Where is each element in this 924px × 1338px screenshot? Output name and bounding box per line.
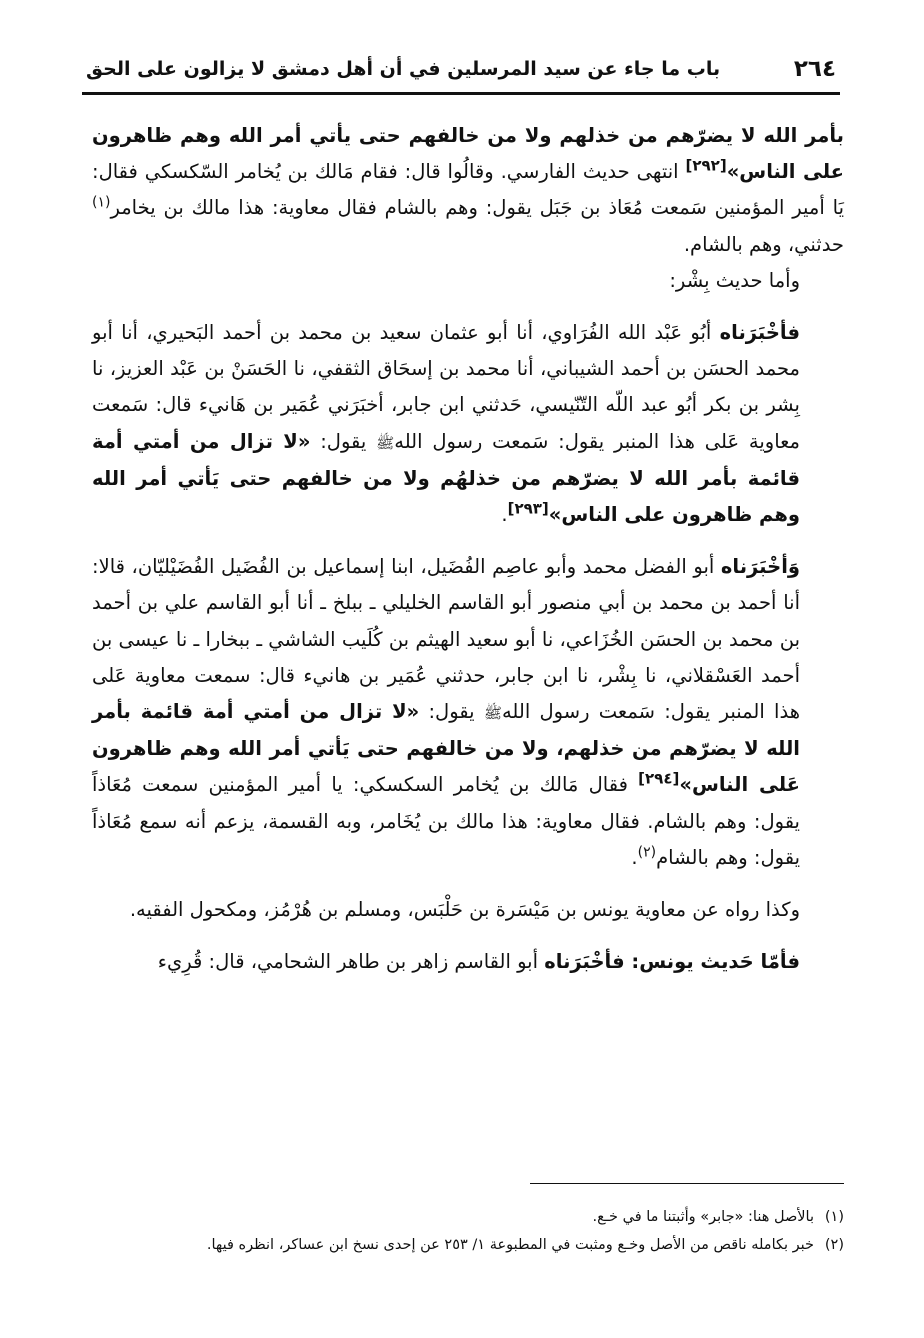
salutation-glyph: ﷺ	[483, 704, 502, 723]
section-lead: فأمّا حَديث يونس: فأخْبَرَناه	[544, 950, 800, 974]
isnad-lead: فأخْبَرَناه	[719, 321, 800, 345]
paragraph-text: .	[631, 845, 638, 869]
footnote-separator	[530, 1183, 844, 1184]
isnad-text: أبو القاسم زاهر بن طاهر الشحامي، قال: قُرِيء	[157, 950, 545, 974]
footnote-marker: (١)	[92, 194, 111, 211]
footnote-2	[96, 1231, 844, 1259]
hadith-text: «لا تزال من أمتي أمة قائمة بأمر الله لا يضرّهم من خذلهم، ولا من خالفهم حتى يَأتي أمر الله وهم ظاهرون عَلى الناس»	[92, 700, 800, 797]
paragraph-4	[92, 549, 844, 876]
running-header	[82, 52, 840, 95]
paragraph-text: يقول:	[419, 700, 484, 724]
paragraph-5	[92, 892, 844, 928]
paragraph-6	[92, 944, 844, 980]
paragraph-1	[92, 118, 844, 263]
isnad-text: أبُو عَبْد الله الفُرَاوي، أنا أبو عثمان سعيد بن محمد بن أحمد البَحيري، أنا أبو محمد الحسَن بن أحمد الشيباني، أنا محمد بن إسحَاق الثقفي، نا الحَسَنْ بن عَبْد العزيز، نا بِشر بن بكر أبُو عبد اللّه التّنّيسي، حَدثني ابن جابر، أخبَرَني عُمَير بن هَانيء قال: سَمعت معاوية عَلى هذا المنبر يقول: سَمعت رسول الله	[92, 321, 800, 453]
footnote-number: (٢)	[824, 1237, 844, 1253]
main-text	[92, 118, 844, 980]
hadith-number: [٢٩٢]	[685, 156, 727, 175]
hadith-number: [٢٩٤]	[638, 769, 680, 788]
section-heading: وأما حديث بِشْر:	[669, 268, 800, 292]
salutation-glyph: ﷺ	[376, 433, 395, 452]
hadith-number: [٢٩٣]	[507, 499, 549, 518]
footnotes	[96, 1203, 844, 1259]
page-number: ٢٦٤	[793, 56, 836, 82]
footnote-text: خبر بكامله ناقص من الأصل وخـع ومثبت في المطبوعة ١/ ٢٥٣ عن إحدى نسخ ابن عساكر، انظره فيها.	[206, 1237, 814, 1253]
hadith-text: «لا تزال من أمتي أمة قائمة بأمر الله لا يضرّهم من خذلهُم ولا من خالفهم حتى يَأتي أمر الله وهم ظاهرون على الناس»	[92, 429, 800, 527]
footnote-1	[96, 1203, 844, 1231]
paragraph-text: وكذا رواه عن معاوية يونس بن مَيْسَرة بن حَلْبَس، ومسلم بن هُرْمُز، ومكحول الفقيه.	[129, 898, 800, 922]
footnote-text: بالأصل هنا: «جابر» وأثبتنا ما في خـع.	[592, 1209, 814, 1225]
footnote-number: (١)	[824, 1209, 844, 1225]
paragraph-2	[92, 263, 844, 299]
paragraph-text: انتهى حديث الفارسي. وقالُوا قال: فقام مَالك بن يُخامر السّكسكي فقال: يَا أمير المؤمنين سَمعت مُعَاذ بن جَبَل يقول: وهم بالشام فقال معاوية: هذا مالك بن يخامر	[92, 160, 844, 220]
paragraph-text: .	[501, 503, 508, 527]
isnad-text: أبو الفضل محمد وأبو عاصِم الفُضَيل، ابنا إسماعيل بن الفُضَيل الفُضَيْليّان، قالا: أنا أحمد بن محمد بن أبي منصور أبو القاسم الخليلي ـ ببلخ ـ أنا أبو القاسم علي بن أحمد بن محمد بن الحسَن الخُزَاعي، نا أبو سعيد الهيثم بن كُلَيب الشاشي ـ ببخارا ـ نا عيسى بن أحمد العَسْقلاني، نا بِشْر، نا ابن جابر، حدثني عُمَير بن هانيء قال: سمعت معاوية عَلى هذا المنبر يقول: سَمعت رسول الله	[92, 555, 800, 724]
paragraph-text: فقال مَالك بن يُخامر السكسكي: يا أمير المؤمنين سمعت مُعَاذاً يقول: وهم بالشام. فقال معاوية: هذا مالك بن يُخَامر، وبه القسمة، يزعم أنه سمع مُعَاذاً يقول: وهم بالشام	[92, 773, 800, 869]
paragraph-text: حدثني، وهم بالشام.	[683, 232, 844, 256]
isnad-lead: وَأخْبَرَناه	[720, 555, 800, 579]
footnote-marker: (٢)	[637, 844, 657, 861]
chapter-title: باب ما جاء عن سيد المرسلين في أن أهل دمشق لا يزالون على الحق	[86, 58, 721, 80]
paragraph-text: يقول:	[310, 429, 377, 453]
hadith-text: بأمر الله لا يضرّهم من خذلهم ولا من خالفهم حتى يأتي أمر الله وهم ظاهرون على الناس»	[92, 124, 844, 184]
paragraph-3	[92, 315, 844, 533]
